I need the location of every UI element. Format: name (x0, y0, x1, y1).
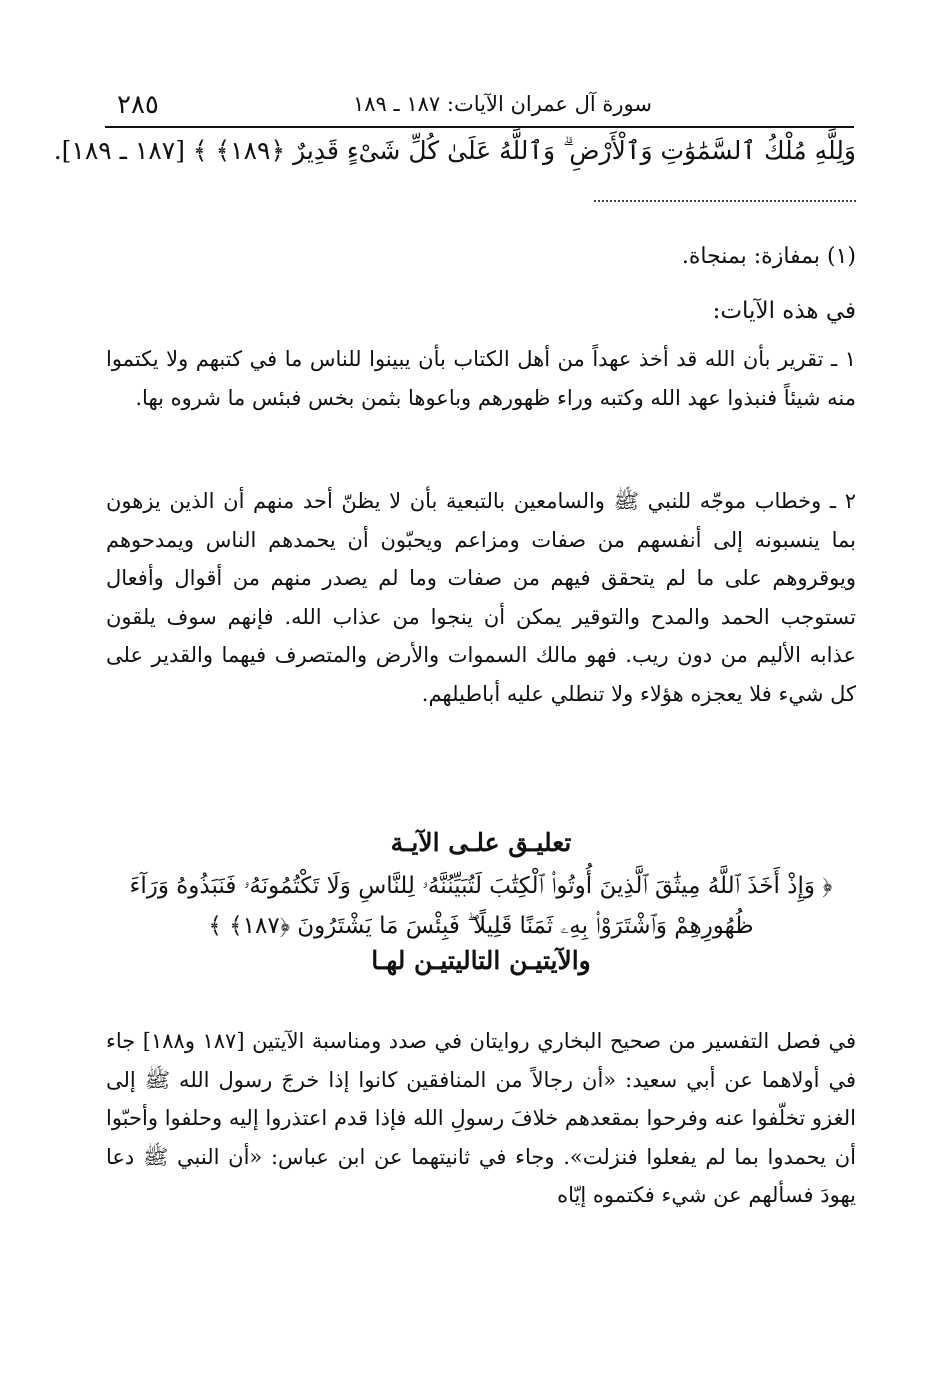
commentary-verse: ﴿ وَإِذْ أَخَذَ ٱللَّهُ مِيثَٰقَ ٱلَّذِينَ أُوتُوا۟ ٱلْكِتَٰبَ لَتُبَيِّنُنَّهُۥ لِلنَّاسِ وَلَا تَكْتُمُونَهُۥ فَنَبَذُوهُ وَرَآءَ ظُهُورِهِمْ وَٱشْتَرَوْا۟ بِهِۦ ثَمَنًا قَلِيلًا ۖ فَبِئْسَ مَا يَشْتَرُونَ ﴿١٨٧﴾ ﴾ (129, 873, 833, 939)
footnote: (١) بمفازة: بمنجاة. (681, 244, 856, 269)
footnote-separator (594, 200, 856, 202)
running-header (105, 90, 854, 128)
paragraph-commentary: في فصل التفسير من صحيح البخاري روايتان في صدد ومناسبة الآيتين [١٨٧ و١٨٨] جاء في أولاهما عن أبي سعيد: «أن رجالاً من المنافقين كانوا إذا خرجَ رسول الله ﷺ إلى الغزو تخلّفوا عنه وفرحوا بمقعدهم خلافَ رسولِ الله فإذا قدم اعتذروا إليه وحلفوا وأحبّوا أن يحمدوا بما لم يفعلوا فنزلت». وجاء في ثانيتهما عن ابن عباس: «أن النبي ﷺ دعا يهودَ فسألهم عن شيء فكتموه إيّاه (106, 1029, 856, 1207)
quran-verse-continuation: وَلِلَّهِ مُلْكُ ٱلسَّمَٰوَٰتِ وَٱلْأَرْضِ ۗ وَٱللَّهُ عَلَىٰ كُلِّ شَىْءٍ قَدِيرٌ ﴿١٨٩﴾ ﴾ [١٨٧ ـ ١٨٩]. (53, 136, 856, 165)
header-title: سورة آل عمران الآيات: ١٨٧ ـ ١٨٩ (353, 92, 652, 116)
commentary-subheading: والآيتيـن التاليتيـن لهـا (371, 946, 591, 975)
paragraph-point-2: ٢ ـ وخطاب موجّه للنبي ﷺ والسامعين بالتبعية بأن لا يظنّ أحد منهم أن الذين يزهون بما ينسبونه إلى أنفسهم من صفات ومزاعم ويحبّون أن يحمدهم الناس ويمدحوهم ويوقروهم على ما لم يتحقق فيهم من صفات وما لم يصدر منهم من أقوال وأفعال تستوجب الحمد والمدح والتوقير يمكن أن ينجوا من عذاب الله. فإنهم سوف يلقون عذابه الأليم من دون ريب. فهو مالك السموات والأرض والمتصرف فيهما والقدير على كل شيء فلا يعجزه هؤلاء ولا تنطلي عليه أباطيلهم. (106, 489, 856, 706)
section-intro: في هذه الآيات: (712, 298, 856, 324)
paragraph-point-1: ١ ـ تقرير بأن الله قد أخذ عهداً من أهل الكتاب بأن يبينوا للناس ما في كتبهم ولا يكتموا منه شيئاً فنبذوا عهد الله وكتبه وراء ظهورهم وباعوها بثمن بخس فبئس ما شروه بها. (106, 347, 856, 410)
page-number: ٢٨٥ (117, 90, 159, 120)
commentary-heading: تعليـق علـى الآيـة (390, 828, 572, 857)
